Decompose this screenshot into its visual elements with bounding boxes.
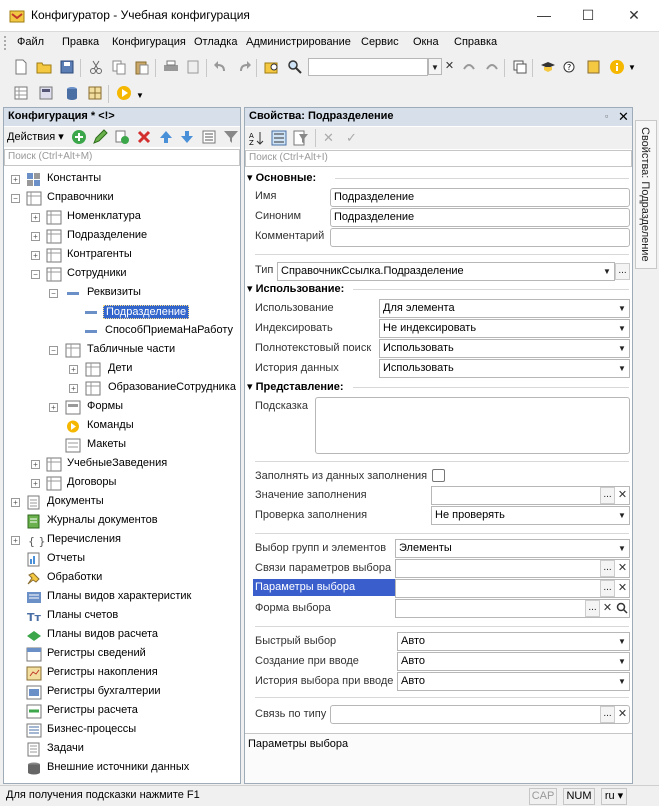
tree-item-label: Документы [47,495,104,507]
tree-item-tasks[interactable] [4,740,240,759]
tree-item-label: УчебныеЗаведения [67,457,168,469]
fill-check-label: Проверка заполнения [255,509,368,521]
tree-item-forms[interactable] [4,398,240,417]
tree-item-charts-of-accounts[interactable] [4,607,240,626]
language-selector[interactable]: ru ▾ [601,788,627,805]
tree-item-label-selected: Подразделение [103,305,189,319]
section-basic[interactable]: ▾ Основные: [247,172,317,184]
tree-item-processings[interactable] [4,569,240,588]
tree-item-label: Внешние источники данных [47,761,190,773]
open-folder-icon[interactable] [36,59,52,75]
attribute-icon [84,325,98,338]
choice-history-select[interactable]: Авто [397,672,630,691]
cancel-icon[interactable]: ✕ [323,130,334,145]
tree-item-label: Регистры расчета [47,704,138,716]
tree-item-calculation-types[interactable] [4,626,240,645]
tabular-parts-icon [66,344,80,357]
tabular-part-icon [86,363,100,376]
tree-item-label: СпособПриемаНаРаботу [105,324,234,336]
tree-item-label: Дети [108,362,133,374]
preview-icon[interactable] [186,59,202,75]
tooltip-input[interactable] [315,397,630,454]
find-in-folder-icon[interactable] [264,59,280,75]
choice-params-clear-button[interactable]: ✕ [617,582,628,594]
configuration-panel-title: Конфигурация * <!> [4,108,240,126]
print-icon[interactable] [163,59,179,75]
tree-item-charts-of-characteristic-types[interactable] [4,588,240,607]
menu-administration[interactable]: Администрирование [246,36,351,48]
choice-history-label: История выбора при вводе [255,675,394,687]
paste-icon[interactable] [134,59,150,75]
tree-item-label: Бизнес-процессы [47,723,137,735]
tree-item-label: Регистры бухгалтерии [47,685,161,697]
accounting-registers-icon [27,686,41,699]
sort-alpha-icon[interactable] [249,130,265,146]
choice-form-label: Форма выбора [255,602,331,614]
help-icon[interactable] [563,59,579,75]
business-processes-icon [27,724,41,737]
tree-item-label: Константы [47,172,102,184]
fill-from-label: Заполнять из данных заполнения [255,470,428,482]
run-dropdown-icon[interactable]: ▼ [136,91,144,100]
name-label: Имя [255,190,277,202]
catalog-icon [47,477,61,490]
save-icon[interactable] [59,59,75,75]
book-icon[interactable] [586,59,602,75]
tree-item-label: Табличные части [87,343,176,355]
tree-item-employees[interactable] [4,265,240,284]
tree-item-label: Сотрудники [67,267,127,279]
undo-icon[interactable] [213,59,229,75]
find-next-icon[interactable] [484,59,500,75]
tree-item-label: Обработки [47,571,103,583]
collapse-icon[interactable]: − [49,289,58,298]
name-input[interactable]: Подразделение [330,188,630,207]
type-input[interactable]: СправочникСсылка.Подразделение [277,262,615,281]
configuration-toolbar [4,127,240,147]
tree-item-contracts[interactable] [4,474,240,493]
section-basic-label: Основные: [255,172,317,184]
tree-item-label: Команды [87,419,134,431]
info-icon[interactable] [609,59,625,75]
index-select[interactable]: Не индексировать [379,319,630,338]
menu-bar [0,33,659,53]
tree-item-accounting-registers[interactable] [4,683,240,702]
accumulation-registers-icon [27,667,41,680]
synonym-input[interactable]: Подразделение [330,208,630,227]
toolbar-secondary [0,81,659,106]
section-usage-label: Использование: [255,283,345,295]
journals-icon [27,515,41,528]
properties-panel [244,107,633,784]
calculation-registers-icon [27,705,41,718]
tooltip-label: Подсказка [255,400,308,412]
delete-icon[interactable] [136,129,152,145]
link-by-type-clear-button[interactable]: ✕ [617,708,628,720]
svg-text:?: ? [567,63,572,72]
tree-item-constants[interactable] [4,170,240,189]
quick-choice-dropdown-icon[interactable]: ▼ [618,637,626,646]
index-dropdown-icon[interactable]: ▼ [618,324,626,333]
menu-help[interactable]: Справка [454,36,498,48]
expand-icon[interactable]: + [49,403,58,412]
comment-label: Комментарий [255,230,325,242]
link-by-type-label: Связь по типу [255,708,327,720]
menu-windows[interactable]: Окна [413,36,439,48]
expand-icon[interactable]: + [31,479,40,488]
copy-icon[interactable] [111,59,127,75]
tree-item-document-journals[interactable] [4,512,240,531]
choice-links-clear-button[interactable]: ✕ [617,562,628,574]
tree-item-contractors[interactable] [4,246,240,265]
attribute-icon [84,306,98,319]
constants-icon [27,173,41,186]
menu-file[interactable]: Файл [17,36,45,48]
tree-item-business-processes[interactable] [4,721,240,740]
quick-choice-label: Быстрый выбор [255,635,337,647]
tree-item-employee-education[interactable] [4,379,240,398]
status-hint: Для получения подсказки нажмите F1 [6,789,200,801]
choice-history-dropdown-icon[interactable]: ▼ [618,677,626,686]
status-bar [0,785,659,806]
tree-item-label: Журналы документов [47,514,158,526]
fill-value-select-button[interactable]: ... [600,487,615,504]
search-clear-button[interactable]: ✕ [444,60,455,72]
tree-item-label: Перечисления [47,533,121,545]
index-label: Индексировать [255,322,333,334]
svg-text:{ }: { } [28,535,46,548]
use-dropdown-icon[interactable]: ▼ [618,304,626,313]
search-input[interactable] [308,58,428,76]
app-icon [9,8,25,24]
type-label: Тип [255,264,274,276]
tree-item-educational-institutions[interactable] [4,455,240,474]
window-title: Конфигуратор - Учебная конфигурация [31,8,250,22]
properties-panel-title: Свойства: Подразделение [245,108,632,126]
calculation-types-icon [27,629,41,642]
tree-item-tabular-parts[interactable] [4,341,240,360]
side-tab-label: Свойства: Подразделение [639,127,651,262]
tree-item-label: Планы видов расчета [47,628,159,640]
close-button[interactable]: ✕ [628,7,640,23]
expand-icon[interactable]: + [11,175,20,184]
windows-icon[interactable] [512,59,528,75]
type-select-button[interactable]: ... [615,263,630,280]
tree-item-label: Регистры накопления [47,666,158,678]
catalog-icon [47,211,61,224]
create-on-input-dropdown-icon[interactable]: ▼ [618,657,626,666]
minimize-button[interactable]: — [537,7,551,23]
expand-icon[interactable]: + [11,536,20,545]
processings-icon [27,572,41,585]
redo-icon[interactable] [236,59,252,75]
tree-item-label: Договоры [67,476,117,488]
choose-groups-label: Выбор групп и элементов [255,542,387,554]
svg-text:A: A [249,132,254,140]
tree-search-input[interactable]: Поиск (Ctrl+Alt+M) [4,149,240,166]
enumerations-icon [27,534,46,548]
toolbar-main [0,55,659,80]
properties-side-tab[interactable] [635,120,657,269]
configuration-tree [4,170,240,782]
tree-item-label: ОбразованиеСотрудника [108,381,236,393]
characteristic-types-icon [27,591,41,604]
categorized-icon[interactable] [271,130,287,146]
use-select[interactable]: Для элемента [379,299,630,318]
tree-item-label: Контрагенты [67,248,132,260]
tree-item-label: Регистры сведений [47,647,146,659]
use-label: Использование [255,302,334,314]
tree-item-children[interactable] [4,360,240,379]
tree-item-label: Задачи [47,742,84,754]
section-view[interactable]: ▾ Представление: [247,381,344,393]
tree-item-label: Формы [87,400,124,412]
tree-item-label: Планы видов характеристик [47,590,192,602]
commands-icon [66,420,80,433]
tree-item-attributes[interactable] [4,284,240,303]
accounts-icon [27,610,41,623]
tree-item-catalogs[interactable] [4,189,240,208]
tree-item-documents[interactable] [4,493,240,512]
tabular-part-icon [86,382,100,395]
fill-check-dropdown-icon[interactable]: ▼ [618,511,626,520]
fill-from-checkbox[interactable] [432,469,445,482]
history-dropdown-icon[interactable]: ▼ [618,364,626,373]
tree-item-enumerations[interactable] [4,531,240,550]
choice-links-input[interactable] [395,559,630,578]
database-icon[interactable] [64,85,80,101]
tree-item-label: Справочники [47,191,114,203]
fulltext-label: Полнотекстовый поиск [255,342,372,354]
copy-add-icon[interactable] [114,129,130,145]
menu-debug[interactable]: Отладка [194,36,238,48]
section-view-label: Представление: [255,381,344,393]
reports-icon [27,553,41,566]
move-down-icon[interactable] [179,129,195,145]
attributes-icon [66,287,80,300]
fill-check-select[interactable]: Не проверять [431,506,630,525]
grid-icon[interactable] [87,85,103,101]
collapse-icon[interactable]: − [11,194,20,203]
link-by-type-input[interactable] [330,705,630,724]
svg-text:Z: Z [249,139,254,147]
catalogs-icon [27,192,41,205]
tree-item-commands[interactable] [4,417,240,436]
add-icon[interactable] [71,129,87,145]
new-file-icon[interactable] [13,59,29,75]
choice-links-label: Связи параметров выбора [255,562,392,574]
expand-icon[interactable]: + [69,365,78,374]
tasks-icon [27,743,41,756]
menu-service[interactable]: Сервис [361,36,399,48]
property-description: Параметры выбора [245,733,632,783]
tree-item-reports[interactable] [4,550,240,569]
edit-pencil-icon[interactable] [92,129,108,145]
num-indicator: NUM [563,788,595,805]
cut-icon[interactable] [88,59,104,75]
choice-params-label-selected[interactable]: Параметры выбора [253,579,395,596]
fill-value-clear-button[interactable]: ✕ [617,489,628,501]
fill-value-label: Значение заполнения [255,489,367,501]
list-icon[interactable] [201,129,217,145]
filter-icon[interactable] [223,129,239,145]
search-icon[interactable] [287,59,303,75]
properties-toolbar [245,127,632,149]
info-registers-icon [27,648,41,661]
caps-indicator: CAP [529,788,557,805]
collapse-icon[interactable]: − [31,270,40,279]
tree-item-accumulation-registers[interactable] [4,664,240,683]
tree-item-attr-hiring-method[interactable] [4,322,240,341]
expand-icon[interactable]: + [69,384,78,393]
svg-text:Тт: Тт [27,611,41,624]
find-prev-icon[interactable] [461,59,477,75]
history-label: История данных [255,362,339,374]
search-dropdown-button[interactable]: ▼ [428,58,442,75]
expand-icon[interactable]: + [11,498,20,507]
comment-input[interactable] [330,228,630,247]
choice-form-open-icon[interactable] [616,602,628,614]
tree-item-nomenclature[interactable] [4,208,240,227]
graduation-cap-icon[interactable] [540,59,556,75]
move-up-icon[interactable] [158,129,174,145]
maximize-button[interactable]: ☐ [581,7,595,23]
calc-icon[interactable] [38,85,54,101]
fulltext-dropdown-icon[interactable]: ▼ [618,344,626,353]
tree-item-templates[interactable] [4,436,240,455]
pin-icon[interactable]: ▫ [605,111,609,121]
tree-item-external-data-sources[interactable] [4,759,240,778]
documents-icon [27,496,41,509]
choose-groups-select[interactable]: Элементы [395,539,630,558]
choose-groups-dropdown-icon[interactable]: ▼ [618,544,626,553]
tree-item-calculation-registers[interactable] [4,702,240,721]
templates-icon [66,439,80,452]
menu-configuration[interactable]: Конфигурация [112,36,186,48]
configuration-panel [3,107,241,784]
expand-icon[interactable]: + [31,460,40,469]
tree-item-information-registers[interactable] [4,645,240,664]
menu-edit[interactable]: Правка [62,36,100,48]
section-usage[interactable]: ▾ Использование: [247,283,345,295]
create-on-input-label: Создание при вводе [255,655,359,667]
choice-params-input[interactable] [395,579,630,598]
tree-item-attr-subdivision[interactable] [4,303,240,322]
expand-icon[interactable]: + [31,213,40,222]
catalog-icon [47,230,61,243]
type-dropdown-icon[interactable]: ▼ [603,267,611,276]
fulltext-select[interactable]: Использовать [379,339,630,358]
properties-search-input[interactable]: Поиск (Ctrl+Alt+I) [245,150,632,167]
run-debug-icon[interactable] [116,85,132,101]
tree-item-label: Макеты [87,438,127,450]
synonym-label: Синоним [255,210,302,222]
choice-params-select-button[interactable]: ... [600,580,615,597]
tree-item-label: Отчеты [47,552,86,564]
title-bar [0,0,659,32]
history-select[interactable]: Использовать [379,359,630,378]
link-by-type-select-button[interactable]: ... [600,706,615,723]
choice-links-select-button[interactable]: ... [600,560,615,577]
expand-icon[interactable]: + [31,232,40,241]
tree-item-label: Планы счетов [47,609,119,621]
catalog-icon [47,268,61,281]
catalog-icon [47,249,61,262]
choice-form-select-button[interactable]: ... [585,600,600,617]
collapse-icon[interactable]: − [49,346,58,355]
external-sources-icon [27,762,41,775]
tree-item-label: Подразделение [67,229,148,241]
choice-form-clear-button[interactable]: ✕ [602,602,613,614]
tree-item-subdivision[interactable] [4,227,240,246]
close-panel-icon[interactable]: ✕ [618,109,629,124]
toolbar-overflow-icon[interactable]: ▼ [628,63,636,72]
expand-icon[interactable]: + [31,251,40,260]
tree-item-label: Реквизиты [87,286,141,298]
accept-icon[interactable]: ✓ [346,130,357,145]
table-icon[interactable] [13,85,29,101]
actions-menu[interactable]: Действия ▾ [7,131,64,143]
tree-item-label: Номенклатура [67,210,141,222]
catalog-icon [47,458,61,471]
create-on-input-select[interactable]: Авто [397,652,630,671]
quick-choice-select[interactable]: Авто [397,632,630,651]
forms-icon [66,401,80,414]
filter-props-icon[interactable] [293,130,309,146]
